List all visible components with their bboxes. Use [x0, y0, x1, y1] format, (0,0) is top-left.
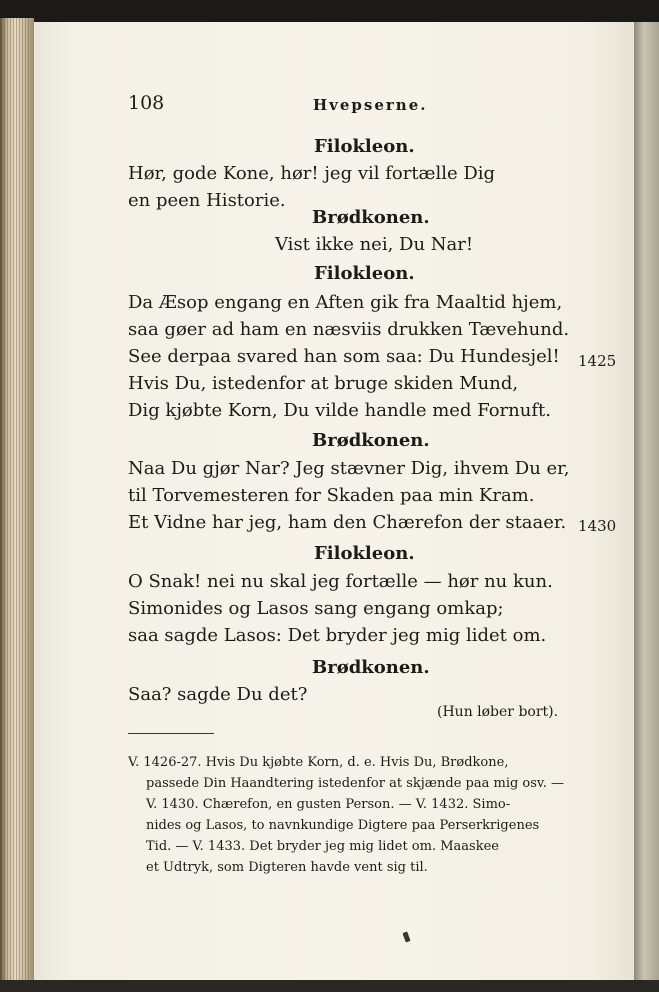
speaker-heading: Filokleon.: [314, 136, 415, 157]
verse-line: Hvis Du, istedenfor at bruge skiden Mund,: [128, 373, 519, 394]
speaker-heading: Brødkonen.: [312, 657, 430, 678]
line-number: 1425: [578, 352, 617, 370]
verse-line: til Torvemesteren for Skaden paa min Kram.: [128, 485, 535, 506]
verse-line: Et Vidne har jeg, ham den Chærefon der staaer.: [128, 512, 567, 533]
verse-line: Simonides og Lasos sang engang omkap;: [128, 598, 504, 619]
bottom-shadow: [0, 980, 659, 992]
verse-line: Vist ikke nei, Du Nar!: [275, 234, 474, 255]
verse-line: See derpaa svared han som saa: Du Hundesjel!: [128, 346, 560, 367]
verse-line: en peen Historie.: [128, 190, 286, 211]
verse-line: Dig kjøbte Korn, Du vilde handle med Fornuft.: [128, 400, 551, 421]
footnote-line: V. 1426-27. Hvis Du kjøbte Korn, d. e. Hvis Du, Brødkone,: [128, 755, 509, 770]
verse-line: Naa Du gjør Nar? Jeg stævner Dig, ihvem Du er,: [128, 458, 570, 479]
verse-line: O Snak! nei nu skal jeg fortælle — hør nu kun.: [128, 571, 553, 592]
speaker-heading: Brødkonen.: [312, 207, 430, 228]
speaker-heading: Filokleon.: [314, 263, 415, 284]
speaker-heading: Brødkonen.: [312, 430, 430, 451]
footnote-line: nides og Lasos, to navnkundige Digtere paa Perserkrigenes: [146, 818, 540, 833]
page-number: 108: [128, 92, 165, 114]
stage-direction: (Hun løber bort).: [437, 704, 559, 720]
next-page-edge: [634, 22, 659, 980]
page-stack-lines: [4, 18, 30, 992]
verse-line: saa gøer ad ham en næsviis drukken Tævehund.: [128, 319, 570, 340]
verse-line: Da Æsop engang en Aften gik fra Maaltid hjem,: [128, 292, 563, 313]
speaker-heading: Filokleon.: [314, 543, 415, 564]
verse-line: Saa? sagde Du det?: [128, 684, 308, 705]
footnote-line: Tid. — V. 1433. Det bryder jeg mig lidet om. Maaskee: [146, 839, 499, 854]
footnote-line: V. 1430. Chærefon, en gusten Person. — V. 1432. Simo-: [146, 797, 511, 812]
verse-line: saa sagde Lasos: Det bryder jeg mig lidet om.: [128, 625, 547, 646]
line-number: 1430: [578, 517, 617, 535]
running-head: Hvepserne.: [313, 96, 428, 114]
verse-line: Hør, gode Kone, hør! jeg vil fortælle Dig: [128, 163, 496, 184]
footnote-line: et Udtryk, som Digteren havde vent sig til.: [146, 860, 428, 875]
footnote-line: passede Din Haandtering istedenfor at skjænde paa mig osv. —: [146, 776, 564, 791]
footnote-rule: [128, 733, 214, 734]
